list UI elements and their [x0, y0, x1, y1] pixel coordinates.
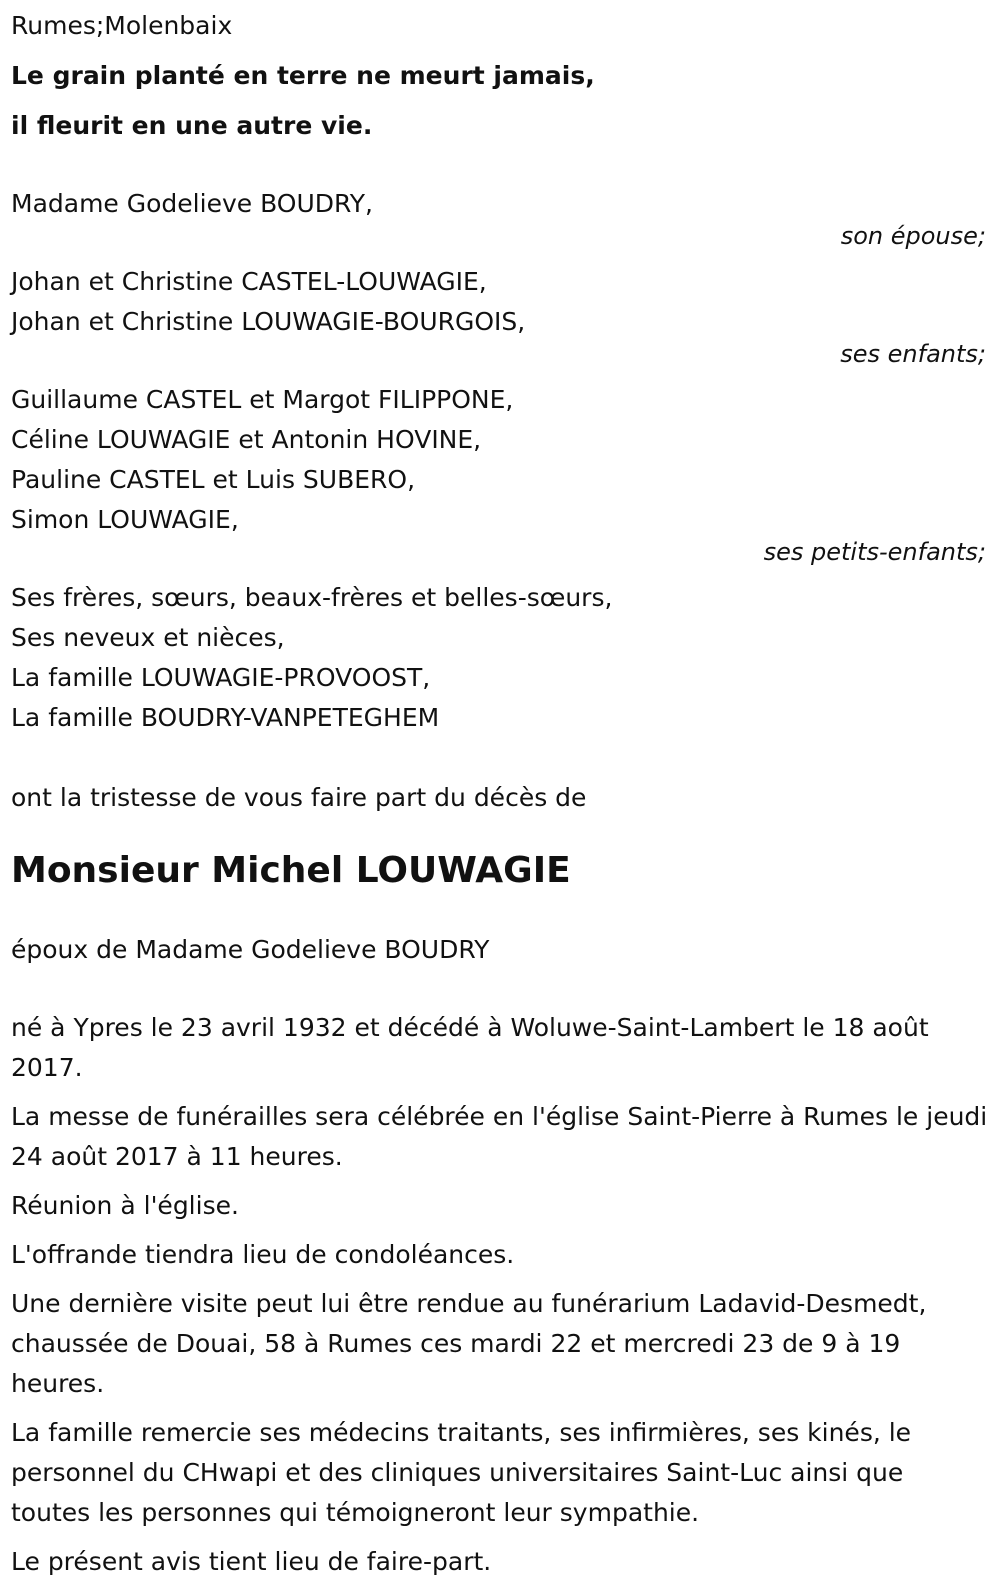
visit-paragraph: Une dernière visite peut lui être rendue au funérarium Ladavid-Desmedt, chaussée de Douai, 58 à Rumes ces mardi 22 et mercredi 23 de 9 à 19 heures.: [11, 1289, 927, 1398]
announcement: ont la tristesse de vous faire part du décès de: [11, 783, 587, 812]
epigraph-line-1: Le grain planté en terre ne meurt jamais,: [11, 61, 595, 90]
notice-paragraph: Le présent avis tient lieu de faire-part.: [11, 1547, 492, 1576]
deceased-name: Monsieur Michel LOUWAGIE: [11, 850, 571, 891]
location: Rumes;Molenbaix: [11, 11, 233, 40]
birth-death-paragraph: né à Ypres le 23 avril 1932 et décédé à Woluwe-Saint-Lambert le 18 août 2017.: [11, 1013, 929, 1082]
spouse-of: époux de Madame Godelieve BOUDRY: [11, 935, 490, 964]
funeral-mass-paragraph: La messe de funérailles sera célébrée en l'église Saint-Pierre à Rumes le jeudi 24 août 2017 à 11 heures.: [11, 1102, 988, 1171]
grandchildren-role: ses petits-enfants;: [763, 538, 986, 566]
family-line: La famille LOUWAGIE-PROVOOST,: [11, 663, 431, 692]
children-role: ses enfants;: [840, 340, 986, 368]
gathering-paragraph: Réunion à l'église.: [11, 1191, 239, 1220]
family-line: Ses frères, sœurs, beaux-frères et belles-sœurs,: [11, 583, 613, 612]
grandchild-name: Guillaume CASTEL et Margot FILIPPONE,: [11, 385, 514, 414]
thanks-paragraph: La famille remercie ses médecins traitants, ses infirmières, ses kinés, le personnel du CHwapi et des cliniques universitaires Saint-Luc ainsi que toutes les personnes qui témoigneront leur sympathie.: [11, 1418, 912, 1527]
child-name: Johan et Christine CASTEL-LOUWAGIE,: [11, 267, 487, 296]
family-line: Ses neveux et nièces,: [11, 623, 285, 652]
child-name: Johan et Christine LOUWAGIE-BOURGOIS,: [11, 307, 526, 336]
spouse-name: Madame Godelieve BOUDRY,: [11, 189, 373, 218]
spouse-role: son épouse;: [840, 222, 986, 250]
offering-paragraph: L'offrande tiendra lieu de condoléances.: [11, 1240, 515, 1269]
grandchild-name: Simon LOUWAGIE,: [11, 505, 239, 534]
grandchild-name: Pauline CASTEL et Luis SUBERO,: [11, 465, 416, 494]
family-line: La famille BOUDRY-VANPETEGHEM: [11, 703, 440, 732]
grandchild-name: Céline LOUWAGIE et Antonin HOVINE,: [11, 425, 482, 454]
obituary-notice: [11, 0, 988, 1582]
epigraph-line-2: il fleurit en une autre vie.: [11, 111, 373, 140]
